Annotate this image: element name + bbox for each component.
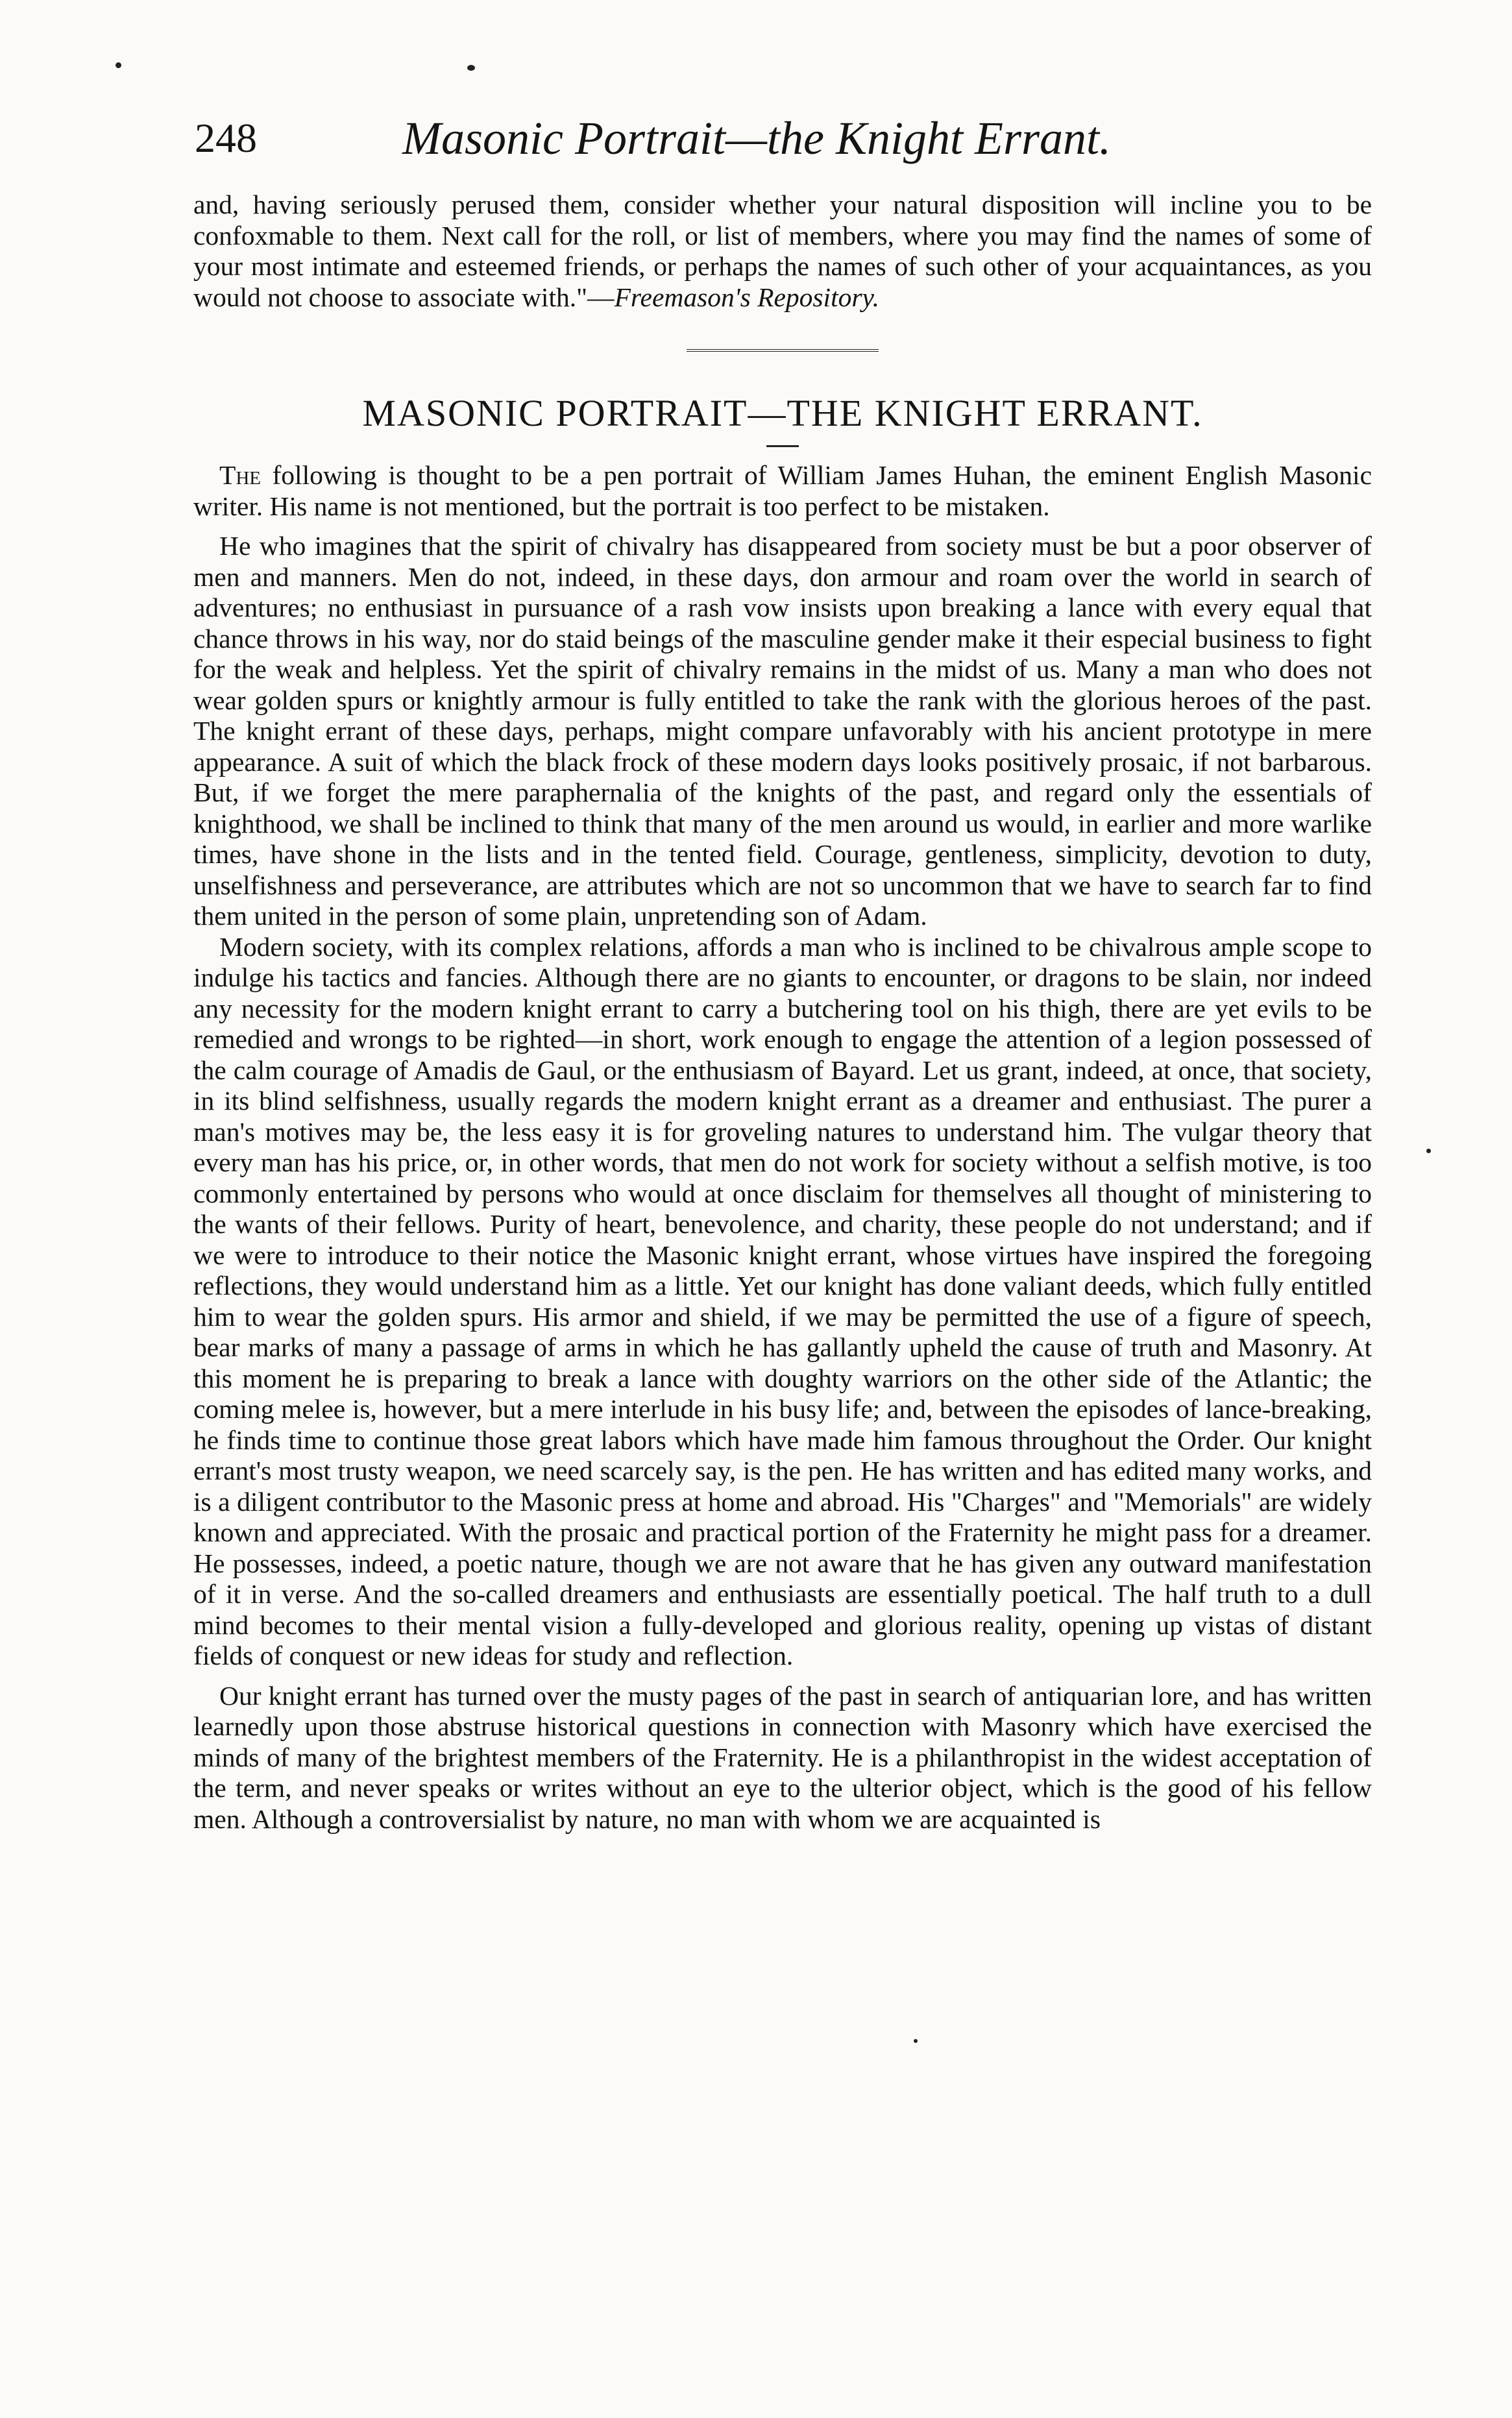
page-body [193, 189, 1372, 1835]
article-paragraph: He who imagines that the spirit of chivalry has disappeared from society must be but a poor observer of men and manners. Men do not, indeed, in these days, don armour and roam over the world in search of adventures; no enthusiast in pursuance of a rash vow insists upon breaking a lance with every equal that chance throws in his way, nor do staid beings of the masculine gender make it their especial business to fight for the weak and helpless. Yet the spirit of chivalry remains in the midst of us. Many a man who does not wear golden spurs or knightly armour is fully entitled to take the rank with the glorious heroes of the past. The knight errant of these days, perhaps, might compare unfavorably with his ancient prototype in mere appearance. A suit of which the black frock of these modern days looks positively prosaic, if not barbarous. But, if we forget the mere paraphernalia of the knights of the past, and regard only the essentials of knighthood, we shall be inclined to think that many of the men around us would, in earlier and more warlike times, have shone in the lists and in the tented field. Courage, gentleness, simplicity, devotion to duty, unselfishness and perseverance, are attributes which are not so uncommon that we have to search far to find them united in the person of some plain, unpretending son of Adam. [193, 531, 1372, 931]
paragraph-text: following is thought to be a pen portrait of William James Huhan, the eminent English Masonic writer. His name is not mentioned, but the portrait is too perfect to be mistaken. [193, 460, 1372, 521]
article-paragraph: Modern society, with its complex relations, affords a man who is inclined to be chivalrous ample scope to indulge his tactics and fancies. Although there are no giants to encounter, or dragons to be slain, nor indeed any necessity for the modern knight errant to carry a butchering tool on his thigh, there are yet evils to be remedied and wrongs to be righted—in short, work enough to engage the attention of a legion possessed of the calm courage of Amadis de Gaul, or the enthusiasm of Bayard. Let us grant, indeed, at once, that society, in its blind selfishness, usually regards the modern knight errant as a dreamer and enthusiast. The purer a man's motives may be, the less easy it is for groveling natures to understand him. The vulgar theory that every man has his price, or, in other words, that men do not work for society without a selfish motive, is too commonly entertained by persons who would at once disclaim for themselves all thought of ministering to the wants of their fellows. Purity of heart, benevolence, and charity, these people do not understand; and if we were to introduce to their notice the Masonic knight errant, whose virtues have inspired the foregoing reflections, they would understand him as a little. Yet our knight has done valiant deeds, which fully entitled him to wear the golden spurs. His armor and shield, if we may be permitted the use of a figure of speech, bear marks of many a passage of arms in which he has gallantly upheld the cause of truth and Masonry. At this moment he is preparing to break a lance with doughty warriors on the other side of the Atlantic; the coming melee is, however, but a mere interlude in his busy life; and, between the episodes of lance-breaking, he finds time to continue those great labors which have made him famous throughout the Order. Our knight errant's most trusty weapon, we need scarcely say, is the pen. He has written and has edited many works, and is a diligent contributor to the Masonic press at home and abroad. His "Charges" and "Memorials" are widely known and appreciated. With the prosaic and practical portion of the Fraternity he might pass for a dreamer. He possesses, indeed, a poetic nature, though we are not aware that he has given any outward manifestation of it in verse. And the so-called dreamers and enthusiasts are essentially poetical. The half truth to a dull mind becomes to their mental vision a fully-developed and glorious reality, opening up vistas of distant fields of conquest or new ideas for study and reflection. [193, 931, 1372, 1670]
intro-text: and, having seriously perused them, consider whether your natural disposition will incline you to be confoxmable to them. Next call for the roll, or list of members, where you may find the names of some of your most intimate and esteemed friends, or perhaps the names of such other of your acquaintances, as you would not choose to associate with."— [193, 189, 1372, 312]
page-number: 248 [195, 115, 257, 161]
intro-paragraph [193, 189, 1372, 313]
ink-speck [1426, 1149, 1431, 1153]
ink-speck [116, 62, 121, 68]
ink-speck [914, 2039, 918, 2043]
lead-word: The [219, 460, 262, 490]
ink-speck [467, 65, 475, 71]
page-header [195, 109, 1389, 174]
running-title: Masonic Portrait—the Knight Errant. [402, 112, 1112, 164]
article-paragraph [193, 460, 1372, 522]
title-rule [766, 445, 799, 447]
source-citation: Freemason's Repository. [614, 282, 880, 312]
article-title: MASONIC PORTRAIT—THE KNIGHT ERRANT. [362, 392, 1203, 434]
article-paragraph: Our knight errant has turned over the musty pages of the past in search of antiquarian lore, and has written learnedly upon those abstruse historical questions in connection with Masonry which have exercised the minds of many of the brightest members of the Fraternity. He is a philanthropist in the widest acceptation of the term, and never speaks or writes without an eye to the ulterior object, which is the good of his fellow men. Although a controversialist by nature, no man with whom we are acquainted is [193, 1680, 1372, 1834]
section-separator [687, 349, 879, 354]
